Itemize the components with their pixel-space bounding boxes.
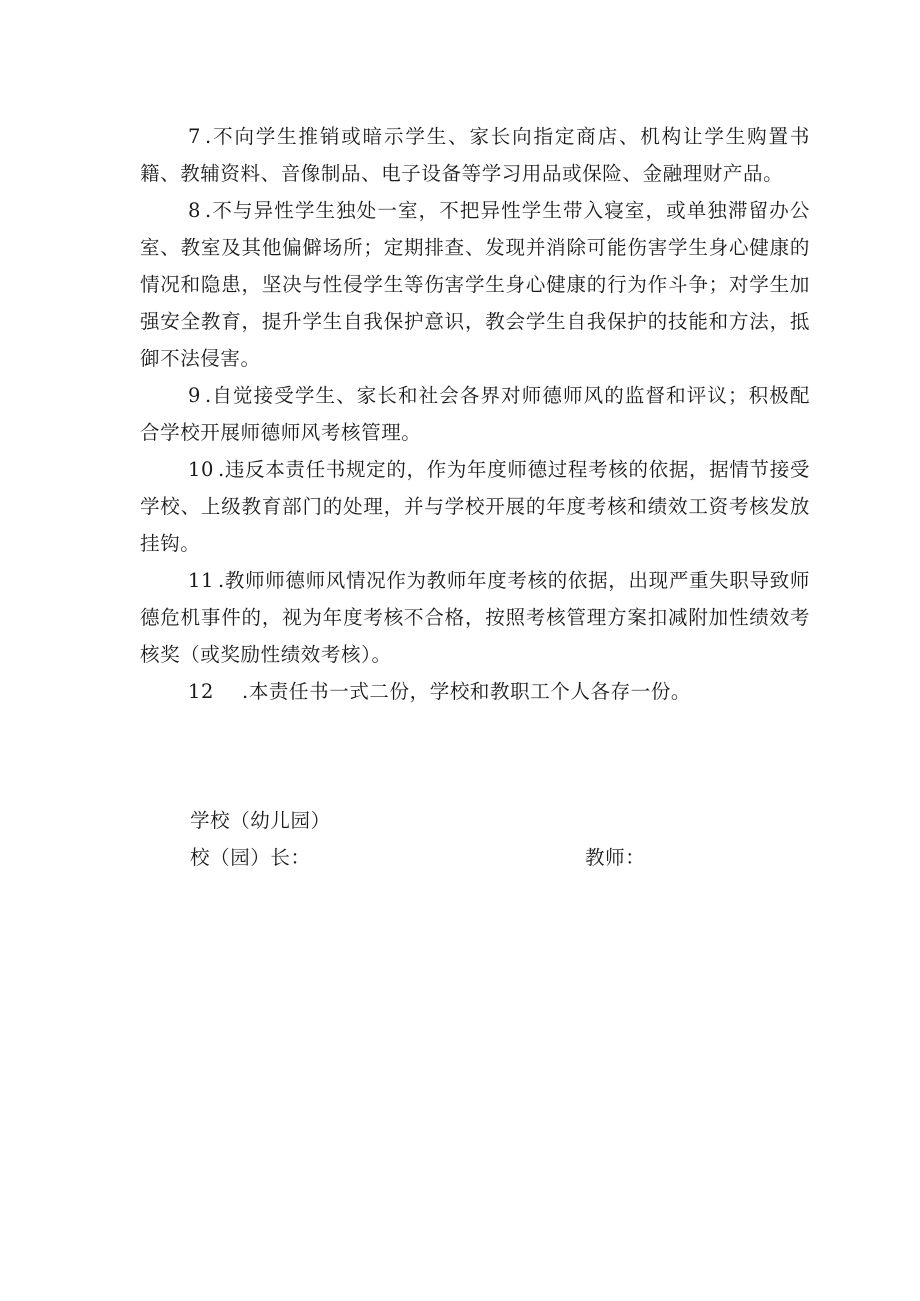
school-line (190, 802, 810, 839)
clause-10 (140, 451, 810, 562)
clause-11 (140, 562, 810, 673)
clause-7 (140, 118, 810, 192)
signer-line (190, 839, 810, 876)
principal-label: 校（园）长： (190, 846, 311, 869)
clause-number: 7 (188, 125, 202, 148)
clause-text: .本责任书一式二份，学校和教职工个人各存一份。 (242, 680, 692, 703)
clause-text: .教师师德师风情况作为教师年度考核的依据，出现严重失职导致师德危机事件的，视为年度考核不合格，按照考核管理方案扣减附加性绩效考核奖（或奖励性绩效考核）。 (140, 569, 810, 666)
clause-number: 9 (188, 384, 202, 407)
signature-block (190, 802, 810, 876)
clause-8 (140, 192, 810, 377)
school-label: 学校（幼儿园） (190, 809, 331, 832)
clause-number: 8 (188, 199, 202, 222)
clause-text: .不与异性学生独处一室，不把异性学生带入寝室，或单独滞留办公室、教室及其他偏僻场所；定期排查、发现并消除可能伤害学生身心健康的情况和隐患，坚决与性侵学生等伤害学生身心健康的行为作斗争；对学生加强安全教育，提升学生自我保护意识，教会学生自我保护的技能和方法，抵御不法侵害。 (140, 199, 810, 370)
clause-12 (140, 673, 810, 710)
clause-9 (140, 377, 810, 451)
clause-text: .自觉接受学生、家长和社会各界对师德师风的监督和评议；积极配合学校开展师德师风考核管理。 (140, 384, 810, 444)
clause-number: 12 (188, 680, 215, 703)
clause-text: .不向学生推销或暗示学生、家长向指定商店、机构让学生购置书籍、教辅资料、音像制品、电子设备等学习用品或保险、金融理财产品。 (140, 125, 810, 185)
clause-number: 11 (188, 569, 215, 592)
responsibility-clauses (140, 118, 810, 710)
teacher-label: 教师： (585, 846, 646, 869)
clause-number: 10 (188, 458, 215, 481)
clause-text: .违反本责任书规定的，作为年度师德过程考核的依据，据情节接受学校、上级教育部门的处理，并与学校开展的年度考核和绩效工资考核发放挂钩。 (140, 458, 810, 555)
